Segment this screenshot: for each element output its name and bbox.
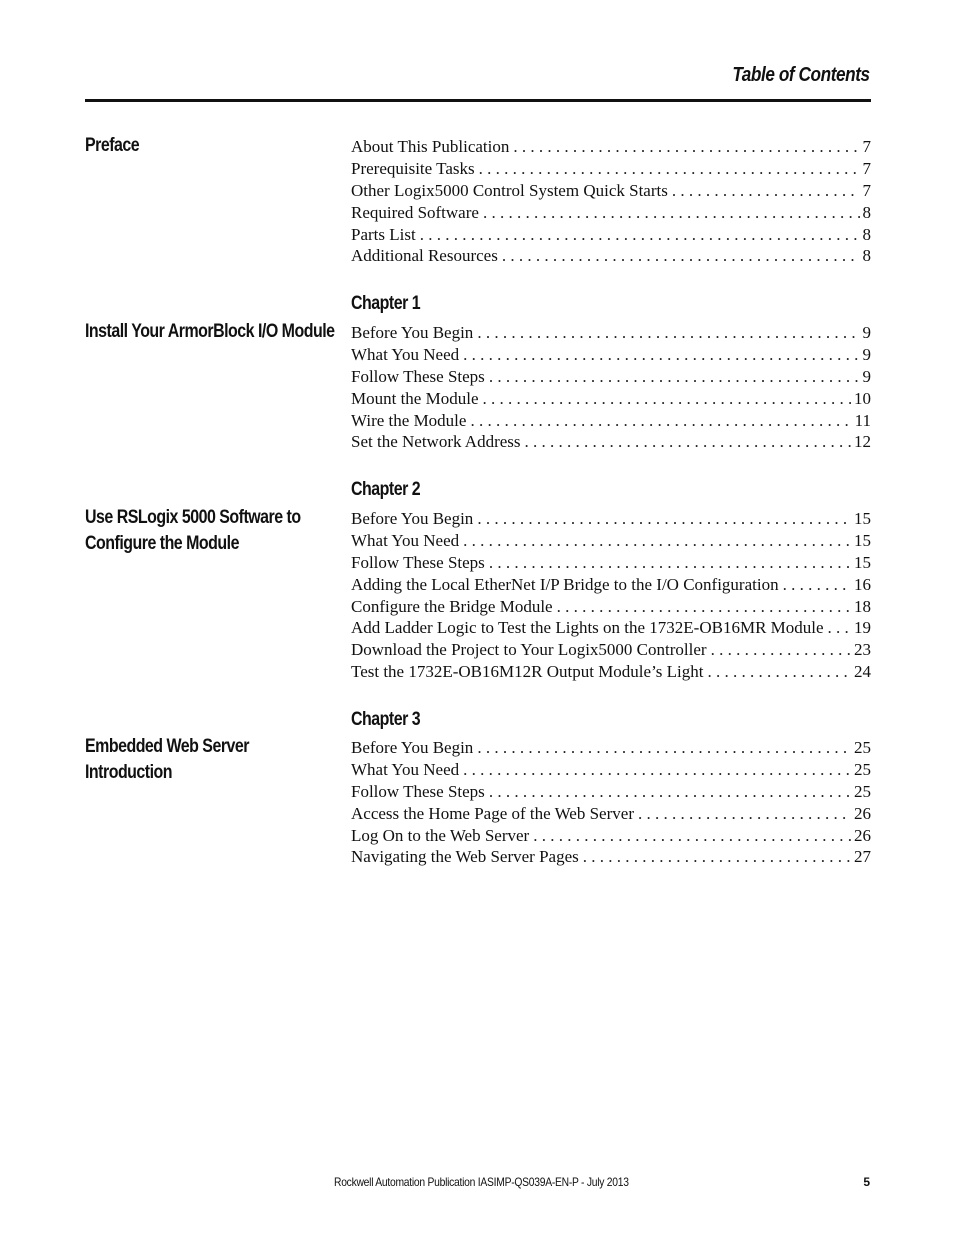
toc-entry[interactable] [351, 825, 871, 847]
toc-entry[interactable] [351, 803, 871, 825]
toc-entry[interactable] [351, 344, 871, 366]
dot-leader [513, 136, 859, 158]
entry-page: 16 [854, 574, 871, 594]
entry-page: 10 [854, 388, 871, 408]
toc-entry[interactable] [351, 737, 871, 759]
entry-title: Follow These Steps [351, 552, 485, 572]
dot-leader [477, 322, 859, 344]
entry-page: 19 [854, 618, 871, 638]
entry-page: 9 [862, 366, 871, 386]
entry-title: Additional Resources [351, 246, 498, 266]
dot-leader [525, 431, 851, 453]
dot-leader [470, 410, 851, 432]
toc-entry[interactable] [351, 508, 871, 530]
entry-title: What You Need [351, 344, 460, 364]
dot-leader [828, 617, 851, 639]
entry-page: 9 [862, 344, 871, 364]
entry-list [351, 508, 871, 683]
toc-entry[interactable] [351, 617, 871, 639]
dot-leader [672, 180, 860, 202]
entry-title: Set the Network Address [351, 432, 521, 452]
chapter-label: Chapter 3 [351, 709, 421, 730]
toc-entry[interactable] [351, 639, 871, 661]
entry-page: 8 [862, 202, 871, 222]
toc-entry[interactable] [351, 366, 871, 388]
entry-page: 26 [854, 825, 871, 845]
toc-entry[interactable] [351, 759, 871, 781]
toc-entry[interactable] [351, 530, 871, 552]
entry-list [351, 737, 871, 868]
section-title: Use RSLogix 5000 Software to Configure the Module [85, 507, 301, 554]
dot-leader [502, 245, 860, 267]
dot-leader [489, 552, 851, 574]
entry-title: What You Need [351, 530, 460, 550]
dot-leader [711, 639, 851, 661]
entry-title: Mount the Module [351, 388, 479, 408]
entry-list [351, 136, 871, 267]
dot-leader [783, 574, 851, 596]
dot-leader [463, 530, 851, 552]
header-title: Table of Contents [732, 64, 870, 86]
footer-publication: Rockwell Automation Publication IASIMP-QS039A-EN-P - July 2013 [334, 1175, 629, 1189]
entry-page: 27 [854, 847, 871, 867]
toc-entry[interactable] [351, 388, 871, 410]
footer-page-number: 5 [863, 1175, 870, 1189]
entry-title: Access the Home Page of the Web Server [351, 803, 634, 823]
dot-leader [557, 596, 851, 618]
entry-page: 7 [862, 137, 871, 156]
entry-title: Configure the Bridge Module [351, 596, 553, 616]
entry-page: 9 [862, 323, 871, 342]
chapter-label: Chapter 1 [351, 293, 421, 314]
dot-leader [479, 158, 860, 180]
entry-title: Before You Begin [351, 509, 474, 528]
toc-entry[interactable] [351, 180, 871, 202]
dot-leader [483, 202, 860, 224]
toc-entry[interactable] [351, 202, 871, 224]
entry-page: 26 [854, 803, 871, 823]
entry-title: Test the 1732E-OB16M12R Output Module’s Light [351, 662, 704, 682]
entry-page: 15 [854, 509, 871, 528]
toc-entry[interactable] [351, 245, 871, 267]
entry-page: 23 [854, 640, 871, 660]
toc-entry[interactable] [351, 224, 871, 246]
toc-entry[interactable] [351, 781, 871, 803]
entry-title: Wire the Module [351, 410, 467, 430]
toc-entry[interactable] [351, 158, 871, 180]
dot-leader [489, 781, 851, 803]
entry-title: Before You Begin [351, 738, 474, 757]
entry-page: 8 [862, 246, 871, 266]
entry-title: Adding the Local EtherNet I/P Bridge to the I/O Configuration [351, 574, 779, 594]
entry-title: Log On to the Web Server [351, 825, 530, 845]
entry-title: What You Need [351, 759, 460, 779]
entry-list [351, 322, 871, 453]
entry-title: Download the Project to Your Logix5000 Controller [351, 640, 707, 660]
toc-entry[interactable] [351, 552, 871, 574]
dot-leader [638, 803, 851, 825]
section-title: Install Your ArmorBlock I/O Module [85, 321, 335, 342]
entry-page: 7 [862, 158, 871, 178]
section-title: Preface [85, 135, 140, 156]
dot-leader [489, 366, 860, 388]
toc-entry[interactable] [351, 574, 871, 596]
entry-title: Required Software [351, 202, 479, 222]
entry-title: Before You Begin [351, 323, 474, 342]
dot-leader [583, 846, 851, 868]
toc-entry[interactable] [351, 322, 871, 344]
entry-page: 15 [854, 552, 871, 572]
entry-title: Navigating the Web Server Pages [351, 847, 579, 867]
entry-page: 24 [854, 662, 871, 682]
entry-title: Parts List [351, 224, 416, 244]
chapter-label: Chapter 2 [351, 479, 421, 500]
entry-title: Follow These Steps [351, 366, 485, 386]
toc-entry[interactable] [351, 410, 871, 432]
section-title: Embedded Web Server Introduction [85, 736, 249, 783]
toc-entry[interactable] [351, 661, 871, 683]
entry-page: 25 [854, 738, 871, 757]
entry-page: 8 [862, 224, 871, 244]
entry-title: Other Logix5000 Control System Quick Starts [351, 180, 668, 200]
toc-entry[interactable] [351, 596, 871, 618]
entry-title: Add Ladder Logic to Test the Lights on the 1732E-OB16MR Module [351, 618, 824, 638]
dot-leader [477, 508, 851, 530]
entry-page: 12 [854, 432, 871, 452]
entry-title: Prerequisite Tasks [351, 158, 475, 178]
toc-entry[interactable] [351, 136, 871, 158]
header-rule [85, 99, 871, 102]
toc-entry[interactable] [351, 846, 871, 868]
dot-leader [463, 344, 859, 366]
entry-title: About This Publication [351, 137, 510, 156]
dot-leader [420, 224, 860, 246]
entry-page: 11 [854, 410, 871, 430]
entry-page: 25 [854, 759, 871, 779]
entry-page: 15 [854, 530, 871, 550]
dot-leader [533, 825, 851, 847]
dot-leader [483, 388, 852, 410]
entry-page: 18 [854, 596, 871, 616]
toc-entry[interactable] [351, 431, 871, 453]
entry-page: 7 [862, 180, 871, 200]
entry-page: 25 [854, 781, 871, 801]
dot-leader [708, 661, 852, 683]
dot-leader [463, 759, 851, 781]
entry-title: Follow These Steps [351, 781, 485, 801]
dot-leader [477, 737, 851, 759]
